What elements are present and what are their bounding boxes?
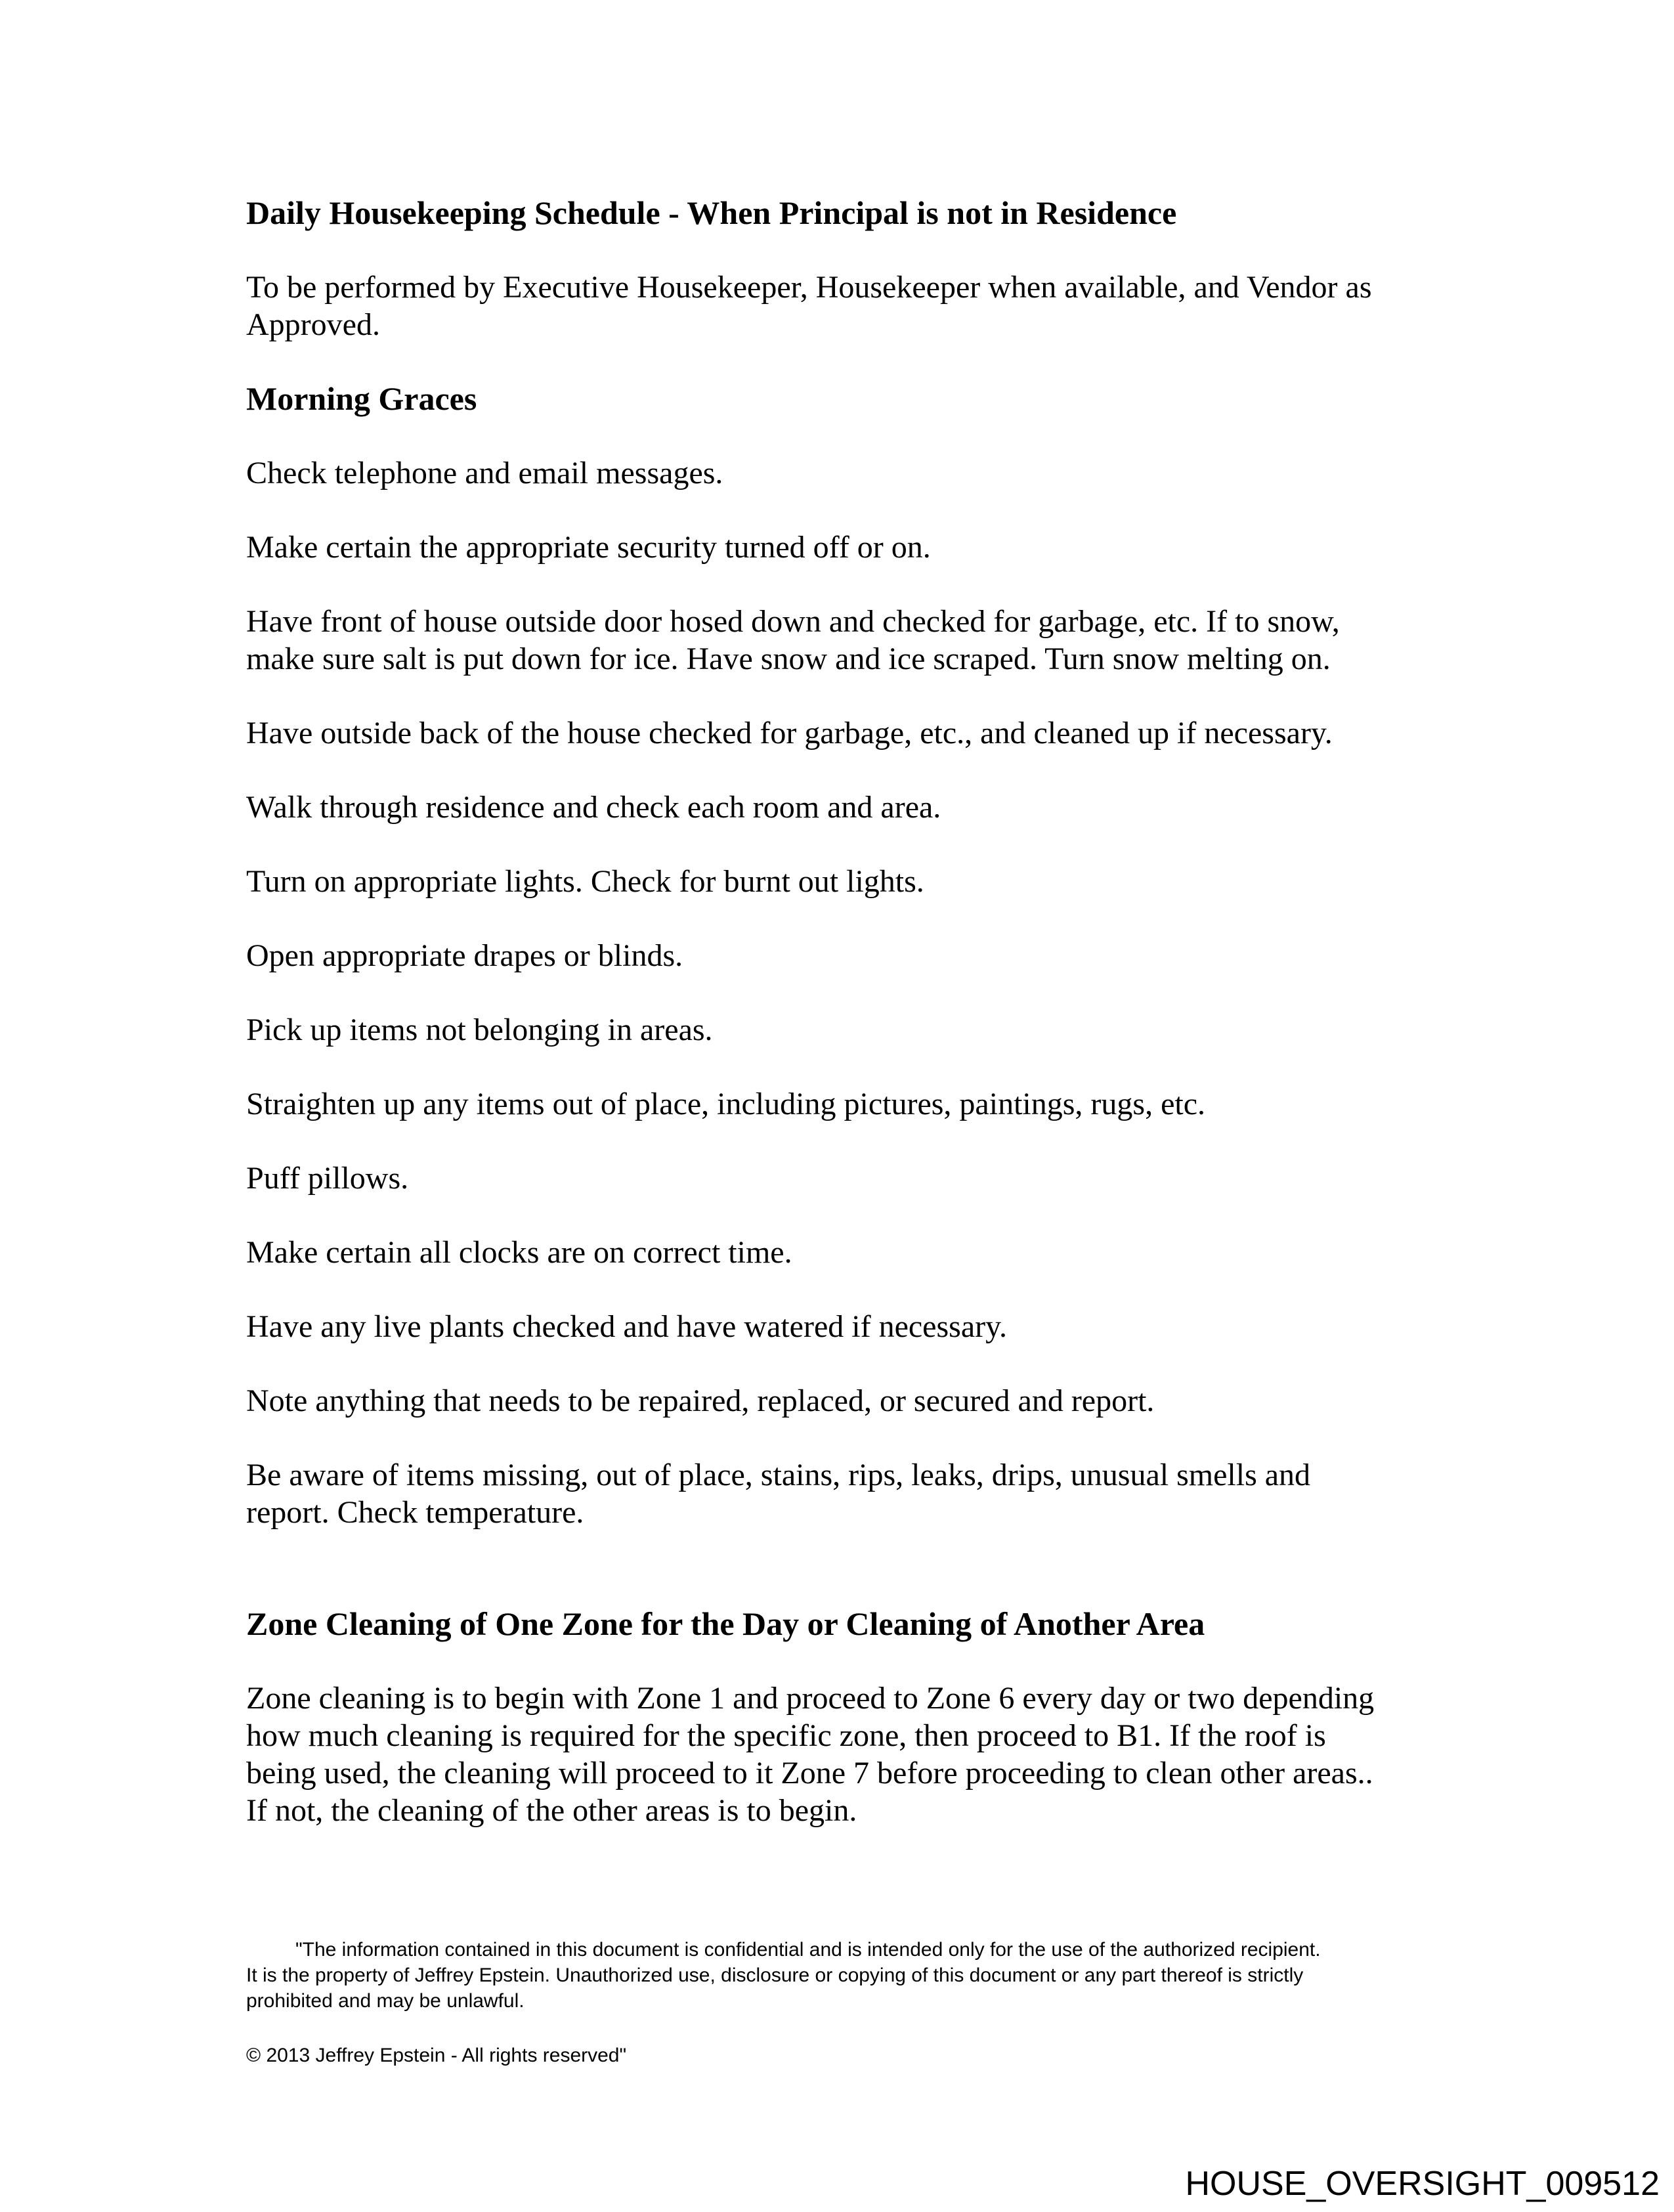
task-item-straighten-items: Straighten up any items out of place, including pictures, paintings, rugs, etc. xyxy=(246,1087,1206,1121)
disclaimer-line-1: "The information contained in this document is confidential and is intended only for the use of the authorized recipient. xyxy=(295,1939,1321,1961)
copyright-line: © 2013 Jeffrey Epstein - All rights reserved" xyxy=(246,2045,627,2066)
footer-disclaimer xyxy=(246,1937,1493,2068)
task-item-walk-through: Walk through residence and check each room and area. xyxy=(246,790,941,825)
task-item-clocks: Make certain all clocks are on correct time. xyxy=(246,1235,792,1270)
disclaimer-line-2: It is the property of Jeffrey Epstein. Unauthorized use, disclosure or copying of this document or any part thereof is strictly xyxy=(246,1964,1304,1986)
task-item-pick-up-items: Pick up items not belonging in areas. xyxy=(246,1012,713,1047)
bates-number: HOUSE_OVERSIGHT_009512 xyxy=(1185,2165,1660,2203)
disclaimer-line-3: prohibited and may be unlawful. xyxy=(246,1990,525,2012)
task-item-note-repairs: Note anything that needs to be repaired, replaced, or secured and report. xyxy=(246,1383,1155,1418)
task-item-puff-pillows: Puff pillows. xyxy=(246,1161,409,1196)
intro-paragraph: To be performed by Executive Housekeeper, Housekeeper when available, and Vendor as Approved. xyxy=(246,270,1372,342)
task-item-outside-back: Have outside back of the house checked for garbage, etc., and cleaned up if necessary. xyxy=(246,716,1333,750)
section-heading-zone-cleaning: Zone Cleaning of One Zone for the Day or Cleaning of Another Area xyxy=(246,1605,1205,1642)
task-item-drapes-blinds: Open appropriate drapes or blinds. xyxy=(246,938,683,973)
task-item-security: Make certain the appropriate security turned off or on. xyxy=(246,530,931,565)
document-body xyxy=(246,194,1394,1866)
task-item-front-of-house: Have front of house outside door hosed down and checked for garbage, etc. If to snow, make sure salt is put down for ice. Have snow and ice scraped. Turn snow melting on. xyxy=(246,604,1340,676)
document-title: Daily Housekeeping Schedule - When Principal is not in Residence xyxy=(246,194,1177,231)
task-item-live-plants: Have any live plants checked and have watered if necessary. xyxy=(246,1309,1008,1344)
zone-cleaning-paragraph: Zone cleaning is to begin with Zone 1 and proceed to Zone 6 every day or two depending how much cleaning is required for the specific zone, then proceed to B1. If the roof is being used, the cleaning will proceed to it Zone 7 before proceeding to clean other areas.. If not, the cleaning of the other areas is to begin. xyxy=(246,1681,1375,1828)
task-item-lights: Turn on appropriate lights. Check for burnt out lights. xyxy=(246,864,924,899)
section-heading-morning-graces: Morning Graces xyxy=(246,380,477,417)
task-item-be-aware: Be aware of items missing, out of place, stains, rips, leaks, drips, unusual smells and report. Check temperature. xyxy=(246,1458,1311,1530)
task-item-check-messages: Check telephone and email messages. xyxy=(246,456,723,490)
